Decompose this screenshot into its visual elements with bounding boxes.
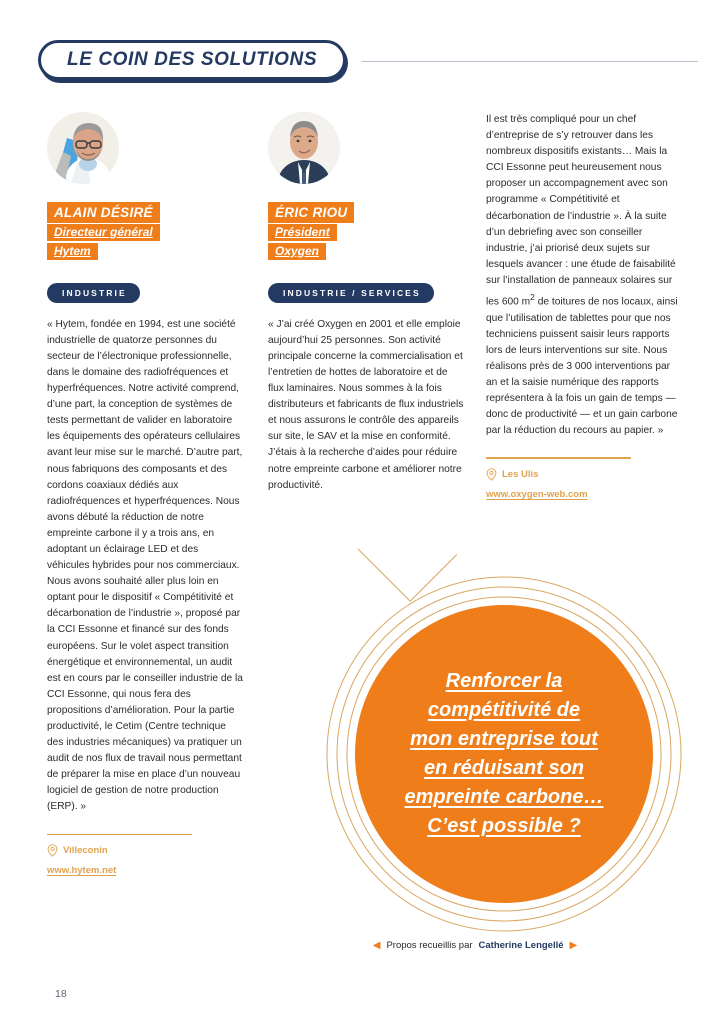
interview-column-eric-riou <box>268 112 464 494</box>
quote-line: compétitivité de <box>427 699 581 721</box>
speaker-name: ÉRIC RIOU <box>268 202 354 223</box>
divider-rule <box>47 834 192 836</box>
website-link[interactable]: www.hytem.net <box>47 865 117 877</box>
chevron-right-icon: ▶ <box>569 940 578 951</box>
byline-author: Catherine Lengellé <box>478 940 564 951</box>
quote-line: mon entreprise tout <box>410 728 598 750</box>
body-part-one: Il est très compliqué pour un chef d’entreprise de s’y retrouver dans les nombreux dispositifs existants… Mais la CCI Essonne peut heureusement nous proposer un accompagnement avec son programme « Compétitivité et décarbonation de l’industrie ». À la suite d’un debriefing avec son conseiller industrie, j’ai priorisé deux sujets sur lesquels avancer : une étude de faisabilité sur l’installation de panneaux solaires sur les 600 m <box>486 114 676 308</box>
divider-rule <box>486 457 631 459</box>
byline <box>360 940 590 951</box>
quote-circle <box>355 605 653 903</box>
speaker-name: ALAIN DÉSIRÉ <box>47 202 160 223</box>
quote-line: C’est possible ? <box>427 815 581 837</box>
speaker-identity-block <box>268 202 464 261</box>
speaker-role: Directeur général <box>47 224 160 241</box>
quote-line: Renforcer la <box>445 670 563 692</box>
interview-body-text: « Hytem, fondée en 1994, est une société industrielle de quatorze personnes du secteur de l’électronique professionnelle, dans le domaine des radiofréquences et hyperfréquences. Notre activité comprend, d’une part, la conception de systèmes de tests permettant de valider en laboratoire les équipements des opérateurs cellulaires avant leur mise sur le marché. D’autre part, nous fabriquons des composants et des cordons coaxiaux dédiés aux radiofréquences et hyperfréquences. Nous avons débuté la réduction de notre empreinte carbone il y a trois ans, en adoptant un éclairage LED et des véhicules hybrides pour nos commerciaux. Nous avons souhaité aller plus loin en optant pour le dispositif « Compétitivité et décarbonation de l’industrie », proposé par la CCI Essonne et financé sur des fonds européens. Sur le volet aspect transition énergétique et environnemental, un audit est en cours par le conseiller industrie de la CCI Essonne, qui nous fera des propositions d’amélioration. Pour la partie productivité, le Cetim (Centre technique des industries mécaniques) va pratiquer un audit de nos flux de travail nous permettant de préparer la mise en place d’un nouveau logiciel de gestion de notre production (ERP). » <box>47 318 243 813</box>
chevron-left-icon: ◀ <box>372 940 381 951</box>
section-title-pill <box>38 40 346 80</box>
speaker-company: Hytem <box>47 243 98 260</box>
portrait-photo-icon <box>268 112 340 184</box>
interview-column-continuation <box>486 112 682 502</box>
section-header <box>38 38 698 82</box>
interview-column-alain-desire <box>47 112 243 878</box>
location-row <box>486 468 646 481</box>
page-number: 18 <box>55 988 67 1000</box>
byline-prefix: Propos recueillis par <box>386 940 473 951</box>
header-divider-line <box>362 61 698 62</box>
quote-line: en réduisant son <box>423 757 584 779</box>
page-title: LE COIN DES SOLUTIONS <box>67 49 318 70</box>
location-name: Villeconin <box>63 845 108 857</box>
speaker-identity-block <box>47 202 243 261</box>
portrait-photo-icon <box>47 112 119 184</box>
website-link[interactable]: www.oxygen-web.com <box>486 488 588 500</box>
interview-body-text-continued <box>486 112 682 439</box>
superscript-squared: 2 <box>530 292 535 303</box>
category-badge-industrie-services: INDUSTRIE / SERVICES <box>268 283 434 303</box>
location-name: Les Ulis <box>502 468 539 480</box>
quote-text <box>395 667 614 841</box>
map-pin-icon <box>486 468 497 481</box>
map-pin-icon <box>47 844 58 857</box>
category-badge-industrie: INDUSTRIE <box>47 283 140 303</box>
speaker-company: Oxygen <box>268 243 326 260</box>
body-part-two: de toitures de nos locaux, ainsi que l’utilisation de tablettes pour que nos techniciens puissent saisir leurs rapports lors de leurs interventions sur site. Nous réalisons près de 3 000 interventions par an et la saisie numérique des rapports représentera à la fois un gain de temps — donc de productivité — et un gain carbone par la réduction du recours au papier. » <box>486 296 678 437</box>
pull-quote-callout <box>300 520 725 960</box>
quote-line: empreinte carbone… <box>404 786 604 808</box>
avatar <box>47 112 119 184</box>
contact-block <box>47 834 207 879</box>
location-row <box>47 844 207 857</box>
interview-body-text: « J’ai créé Oxygen en 2001 et elle emploie aujourd’hui 25 personnes. Son activité principale concerne la commercialisation et l’entretien de hottes de laboratoire et de flux laminaires. Nous sommes à la fois distributeurs et fabricants de flux industriels et nous assurons le contrôle des appareils sur site, le SAV et la mise en conformité. J’étais à la recherche d’aides pour réduire notre empreinte carbone et améliorer notre productivité. <box>268 318 464 491</box>
contact-block <box>486 457 646 502</box>
speaker-role: Président <box>268 224 337 241</box>
avatar <box>268 112 340 184</box>
